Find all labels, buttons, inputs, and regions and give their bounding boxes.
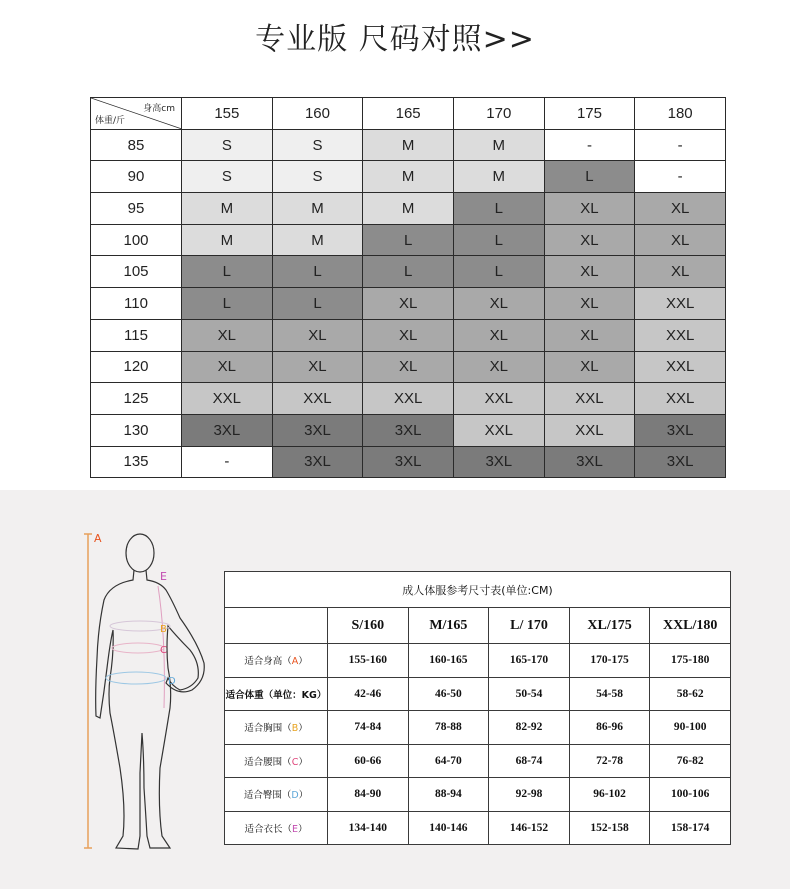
size-cell: L xyxy=(363,224,454,256)
measurement-value: 88-94 xyxy=(408,778,489,812)
grid-row xyxy=(91,288,726,320)
size-cell: L xyxy=(272,256,363,288)
measurement-value: 78-88 xyxy=(408,711,489,745)
size-cell: XXL xyxy=(544,383,635,415)
grid-row xyxy=(91,414,726,446)
measurement-value: 50-54 xyxy=(489,677,570,711)
grid-row xyxy=(91,319,726,351)
measurement-value: 152-158 xyxy=(569,811,650,845)
measurement-name: 适合胸围 xyxy=(244,723,283,735)
measurement-letter: B xyxy=(291,723,299,735)
measurement-value: 165-170 xyxy=(489,644,570,678)
height-header: 165 xyxy=(363,98,454,130)
reference-section xyxy=(0,490,790,889)
size-cell: XXL xyxy=(635,351,726,383)
measurement-letter: C xyxy=(291,756,299,768)
size-cell: XXL xyxy=(363,383,454,415)
measurement-value: 72-78 xyxy=(569,744,650,778)
weight-header: 100 xyxy=(91,224,182,256)
size-cell: L xyxy=(272,288,363,320)
size-cell: XXL xyxy=(635,288,726,320)
size-cell: L xyxy=(453,256,544,288)
size-cell: - xyxy=(635,161,726,193)
weight-header: 135 xyxy=(91,446,182,478)
size-cell: L xyxy=(363,256,454,288)
size-cell: M xyxy=(272,193,363,225)
measurement-row xyxy=(225,811,731,845)
label-b: B xyxy=(160,624,167,635)
size-cell: XL xyxy=(272,319,363,351)
paren-open: （ xyxy=(281,790,292,802)
measurement-label xyxy=(225,778,328,812)
weight-header: 90 xyxy=(91,161,182,193)
reference-table xyxy=(224,571,731,845)
measurement-value: 90-100 xyxy=(650,711,731,745)
weight-header: 85 xyxy=(91,129,182,161)
size-cell: L xyxy=(453,193,544,225)
size-cell: M xyxy=(453,161,544,193)
label-d: D xyxy=(168,676,176,687)
paren-open: （ xyxy=(282,723,292,735)
size-cell: XL xyxy=(363,288,454,320)
measurement-value: 74-84 xyxy=(328,711,409,745)
grid-row xyxy=(91,224,726,256)
size-cell: XL xyxy=(363,351,454,383)
size-cell: - xyxy=(635,129,726,161)
weight-header: 95 xyxy=(91,193,182,225)
size-cell: 3XL xyxy=(182,414,273,446)
label-c: C xyxy=(160,645,167,656)
paren-open: （ xyxy=(282,823,292,835)
size-column-header: XL/175 xyxy=(569,608,650,644)
weight-header: 110 xyxy=(91,288,182,320)
reference-caption: 成人体服参考尺寸表(单位:CM) xyxy=(225,572,731,608)
weight-header: 105 xyxy=(91,256,182,288)
size-cell: M xyxy=(363,161,454,193)
measurement-label xyxy=(225,677,328,711)
paren-close: ） xyxy=(298,823,308,835)
size-cell: S xyxy=(272,161,363,193)
height-header: 175 xyxy=(544,98,635,130)
size-cell: XL xyxy=(635,224,726,256)
size-cell: - xyxy=(544,129,635,161)
measurement-label xyxy=(225,644,328,678)
size-cell: XXL xyxy=(453,383,544,415)
weight-header: 120 xyxy=(91,351,182,383)
paren-open: （ xyxy=(282,656,292,668)
measurement-value: 58-62 xyxy=(650,677,731,711)
measurement-value: 100-106 xyxy=(650,778,731,812)
size-cell: XL xyxy=(544,319,635,351)
size-cell: XXL xyxy=(635,319,726,351)
size-cell: XL xyxy=(635,193,726,225)
size-cell: XL xyxy=(453,288,544,320)
weight-header: 125 xyxy=(91,383,182,415)
size-cell: XXL xyxy=(272,383,363,415)
size-cell: 3XL xyxy=(272,446,363,478)
size-cell: M xyxy=(453,129,544,161)
size-cell: L xyxy=(544,161,635,193)
size-cell: XXL xyxy=(182,383,273,415)
measurement-row xyxy=(225,644,731,678)
paren-close: ） xyxy=(298,656,308,668)
size-cell: S xyxy=(182,161,273,193)
size-column-header: S/160 xyxy=(328,608,409,644)
measurement-value: 96-102 xyxy=(569,778,650,812)
size-cell: M xyxy=(363,129,454,161)
size-cell: XL xyxy=(182,319,273,351)
measurement-row xyxy=(225,778,731,812)
measurement-letter: A xyxy=(291,656,299,668)
measurement-value: 155-160 xyxy=(328,644,409,678)
size-cell: - xyxy=(182,446,273,478)
measurement-letter: D xyxy=(291,790,299,802)
size-cell: XL xyxy=(544,193,635,225)
size-cell: L xyxy=(182,256,273,288)
height-header: 160 xyxy=(272,98,363,130)
measurement-value: 54-58 xyxy=(569,677,650,711)
size-cell: S xyxy=(272,129,363,161)
measurement-label xyxy=(225,811,328,845)
measurement-value: 82-92 xyxy=(489,711,570,745)
size-cell: XL xyxy=(272,351,363,383)
size-cell: XXL xyxy=(453,414,544,446)
measurement-name: 适合衣长 xyxy=(244,823,283,835)
measurement-letter: E xyxy=(292,823,299,835)
size-column-header: M/165 xyxy=(408,608,489,644)
size-grid xyxy=(90,97,726,478)
paren-close: ） xyxy=(298,790,309,802)
measurement-name: 适合体重（单位：KG） xyxy=(225,689,327,701)
measurement-value: 84-90 xyxy=(328,778,409,812)
size-cell: XL xyxy=(544,256,635,288)
size-cell: XL xyxy=(453,319,544,351)
grid-row xyxy=(91,446,726,478)
paren-close: ） xyxy=(298,756,308,768)
grid-row xyxy=(91,383,726,415)
size-cell: S xyxy=(182,129,273,161)
weight-header: 130 xyxy=(91,414,182,446)
measurement-value: 86-96 xyxy=(569,711,650,745)
size-cell: M xyxy=(182,193,273,225)
measurement-row xyxy=(225,711,731,745)
size-cell: XL xyxy=(635,256,726,288)
size-cell: XL xyxy=(182,351,273,383)
measurement-value: 146-152 xyxy=(489,811,570,845)
size-cell: 3XL xyxy=(363,446,454,478)
size-cell: M xyxy=(363,193,454,225)
height-header: 180 xyxy=(635,98,726,130)
measurement-value: 170-175 xyxy=(569,644,650,678)
size-column-header: L/ 170 xyxy=(489,608,570,644)
paren-close: ） xyxy=(298,723,308,735)
measurement-value: 158-174 xyxy=(650,811,731,845)
size-column-header: XXL/180 xyxy=(650,608,731,644)
size-cell: L xyxy=(182,288,273,320)
measurement-label xyxy=(225,711,328,745)
measurement-row xyxy=(225,744,731,778)
label-a: A xyxy=(94,532,102,545)
measurement-value: 42-46 xyxy=(328,677,409,711)
measurement-value: 76-82 xyxy=(650,744,731,778)
weight-axis-label: 体重/斤 xyxy=(95,115,126,126)
size-cell: 3XL xyxy=(272,414,363,446)
reference-corner xyxy=(225,608,328,644)
size-cell: 3XL xyxy=(635,414,726,446)
measurement-value: 60-66 xyxy=(328,744,409,778)
measurement-name: 适合腰围 xyxy=(244,756,283,768)
grid-corner-header xyxy=(91,98,182,130)
weight-header: 115 xyxy=(91,319,182,351)
size-cell: 3XL xyxy=(363,414,454,446)
size-cell: M xyxy=(272,224,363,256)
grid-row xyxy=(91,129,726,161)
label-e: E xyxy=(160,570,167,583)
page-title: 专业版 尺码对照>> xyxy=(255,22,535,57)
measurement-value: 64-70 xyxy=(408,744,489,778)
size-cell: L xyxy=(453,224,544,256)
size-cell: 3XL xyxy=(453,446,544,478)
measurement-name: 适合身高 xyxy=(244,656,283,668)
measurement-value: 160-165 xyxy=(408,644,489,678)
height-axis-label: 身高cm xyxy=(143,104,175,114)
grid-row xyxy=(91,351,726,383)
size-cell: 3XL xyxy=(635,446,726,478)
measurement-label xyxy=(225,744,328,778)
measurement-name: 适合臀围 xyxy=(243,790,282,802)
measurement-value: 134-140 xyxy=(328,811,409,845)
height-header: 155 xyxy=(182,98,273,130)
measurement-value: 140-146 xyxy=(408,811,489,845)
grid-row xyxy=(91,256,726,288)
measurement-value: 46-50 xyxy=(408,677,489,711)
size-cell: XXL xyxy=(635,383,726,415)
size-cell: XL xyxy=(544,288,635,320)
height-header: 170 xyxy=(453,98,544,130)
measurement-row xyxy=(225,677,731,711)
size-cell: XXL xyxy=(544,414,635,446)
measurement-value: 92-98 xyxy=(489,778,570,812)
measurement-value: 175-180 xyxy=(650,644,731,678)
size-cell: XL xyxy=(363,319,454,351)
size-cell: XL xyxy=(544,351,635,383)
grid-row xyxy=(91,193,726,225)
size-cell: 3XL xyxy=(544,446,635,478)
size-cell: M xyxy=(182,224,273,256)
grid-row xyxy=(91,161,726,193)
measurement-value: 68-74 xyxy=(489,744,570,778)
paren-open: （ xyxy=(282,756,292,768)
size-cell: XL xyxy=(453,351,544,383)
body-measurement-figure xyxy=(80,518,220,863)
size-cell: XL xyxy=(544,224,635,256)
